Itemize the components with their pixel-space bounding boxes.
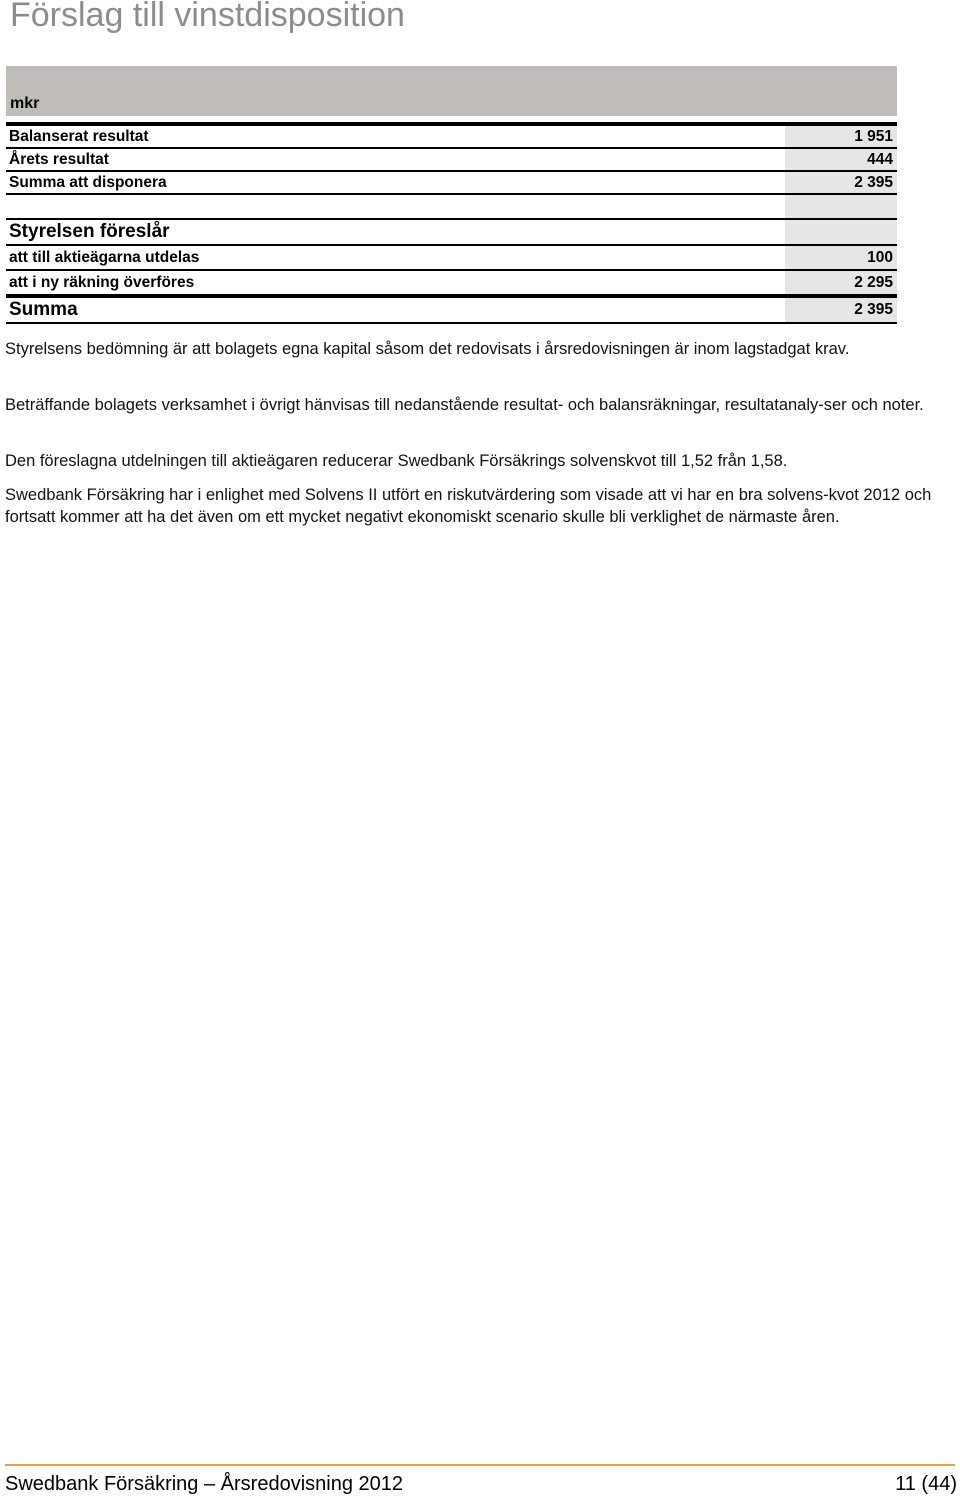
footer-divider (5, 1464, 955, 1466)
row-label: Balanserat resultat (9, 127, 149, 145)
profit-disposition-table (6, 66, 897, 324)
total-value: 2 395 (785, 298, 897, 322)
row-value: 444 (785, 149, 897, 170)
table-row (6, 122, 897, 147)
row-label: att till aktieägarna utdelas (9, 248, 200, 266)
paragraph: Beträffande bolagets verksamhet i övrigt hänvisas till nedanstående resultat- och balansräkningar, resultatanaly-ser och noter. (5, 396, 924, 414)
section-heading: Styrelsen föreslår (9, 221, 170, 242)
table-header (6, 66, 897, 116)
page-number: 11 (44) (895, 1473, 957, 1495)
section-heading-row (6, 218, 897, 244)
total-row (6, 294, 897, 322)
footer-title: Swedbank Försäkring – Årsredovisning 2012 (5, 1473, 403, 1495)
paragraph: Styrelsens bedömning är att bolagets egna kapital såsom det redovisats i årsredovisningen är inom lagstadgat krav. (5, 340, 850, 358)
table-row-empty (6, 193, 897, 218)
unit-label: mkr (10, 95, 40, 112)
total-label: Summa (9, 299, 78, 320)
row-label: att i ny räkning överföres (9, 273, 195, 291)
row-label: Årets resultat (9, 150, 109, 168)
row-value: 2 395 (785, 172, 897, 193)
row-value: 2 295 (785, 271, 897, 294)
table-row (6, 147, 897, 170)
paragraph: Den föreslagna utdelningen till aktieägaren reducerar Swedbank Försäkrings solvenskvot till 1,52 från 1,58. (5, 452, 788, 470)
paragraph: Swedbank Försäkring har i enlighet med Solvens II utfört en riskutvärdering som visade att vi har en bra solvens-kvot 2012 och fortsatt kommer att ha det även om ett mycket negativt ekonomiskt scenario skulle bli verklighet de närmaste åren. (5, 486, 932, 526)
table-row (6, 170, 897, 193)
row-value: 100 (785, 246, 897, 269)
table-row (6, 269, 897, 294)
row-label: Summa att disponera (9, 173, 167, 191)
page-title: Förslag till vinstdisposition (10, 0, 405, 34)
table-row (6, 244, 897, 269)
row-value: 1 951 (785, 126, 897, 147)
